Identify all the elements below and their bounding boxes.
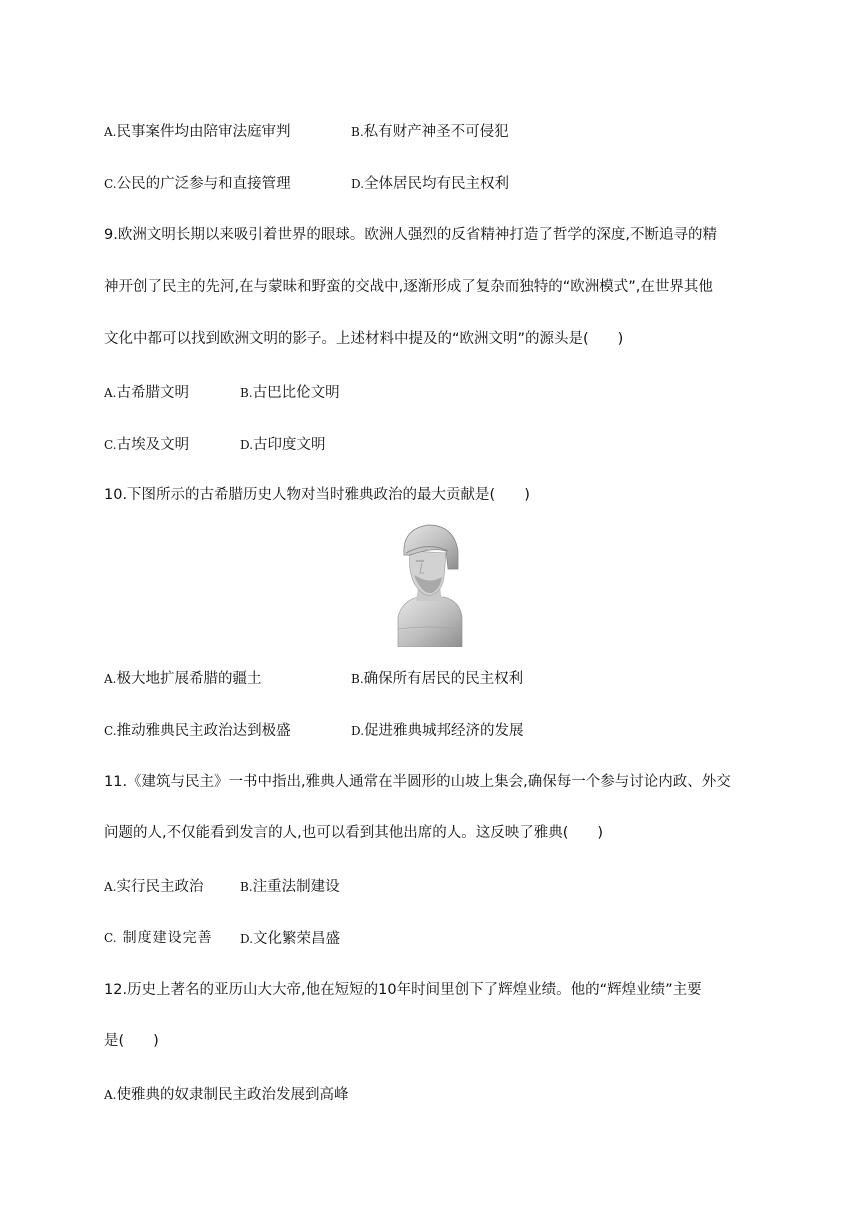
q10-option-c: C.推动雅典民主政治达到极盛 bbox=[104, 723, 291, 739]
q10-option-a: A.极大地扩展希腊的疆土 bbox=[104, 671, 262, 687]
q12-option-a: A.使雅典的奴隶制民主政治发展到高峰 bbox=[104, 1087, 349, 1103]
q10-option-d: D.促进雅典城邦经济的发展 bbox=[351, 723, 524, 739]
q9-stem-line-1: 9.欧洲文明长期以来吸引着世界的眼球。欧洲人强烈的反省精神打造了哲学的深度,不断追寻的精 bbox=[104, 227, 717, 243]
q9-option-d: D.古印度文明 bbox=[240, 437, 326, 453]
q9-stem-line-3: 文化中都可以找到欧洲文明的影子。上述材料中提及的“欧洲文明”的源头是( ) bbox=[104, 331, 624, 347]
q11-stem-line-1: 11.《建筑与民主》一书中指出,雅典人通常在半圆形的山坡上集会,确保每一个参与讨论内政、外交 bbox=[104, 774, 731, 790]
q8-option-d: D.全体居民均有民主权利 bbox=[351, 176, 510, 192]
q8-option-c: C.公民的广泛参与和直接管理 bbox=[104, 176, 291, 192]
q12-stem-line-1: 12.历史上著名的亚历山大大帝,他在短短的10年时间里创下了辉煌业绩。他的“辉煌业绩”主要 bbox=[104, 982, 702, 998]
pericles-bust-image bbox=[392, 521, 468, 647]
q11-option-d: D.文化繁荣昌盛 bbox=[240, 931, 341, 947]
q9-option-c: C.古埃及文明 bbox=[104, 437, 190, 453]
q11-option-a: A.实行民主政治 bbox=[104, 879, 204, 895]
q9-option-a: A.古希腊文明 bbox=[104, 385, 189, 401]
q11-option-c: C. 制度建设完善 bbox=[104, 930, 213, 946]
q10-option-b: B.确保所有居民的民主权利 bbox=[351, 671, 524, 687]
q9-option-b: B.古巴比伦文明 bbox=[240, 385, 340, 401]
q12-stem-line-2: 是( ) bbox=[104, 1033, 159, 1049]
q11-stem-line-2: 问题的人,不仅能看到发言的人,也可以看到其他出席的人。这反映了雅典( ) bbox=[104, 825, 604, 841]
q9-stem-line-2: 神开创了民主的先河,在与蒙昧和野蛮的交战中,逐渐形成了复杂而独特的“欧洲模式”,在世界其他 bbox=[104, 279, 713, 295]
q10-stem-line-1: 10.下图所示的古希腊历史人物对当时雅典政治的最大贡献是( ) bbox=[104, 487, 530, 503]
q8-option-b: B.私有财产神圣不可侵犯 bbox=[351, 124, 509, 140]
q8-option-a: A.民事案件均由陪审法庭审判 bbox=[104, 124, 291, 140]
q11-option-b: B.注重法制建设 bbox=[240, 879, 340, 895]
